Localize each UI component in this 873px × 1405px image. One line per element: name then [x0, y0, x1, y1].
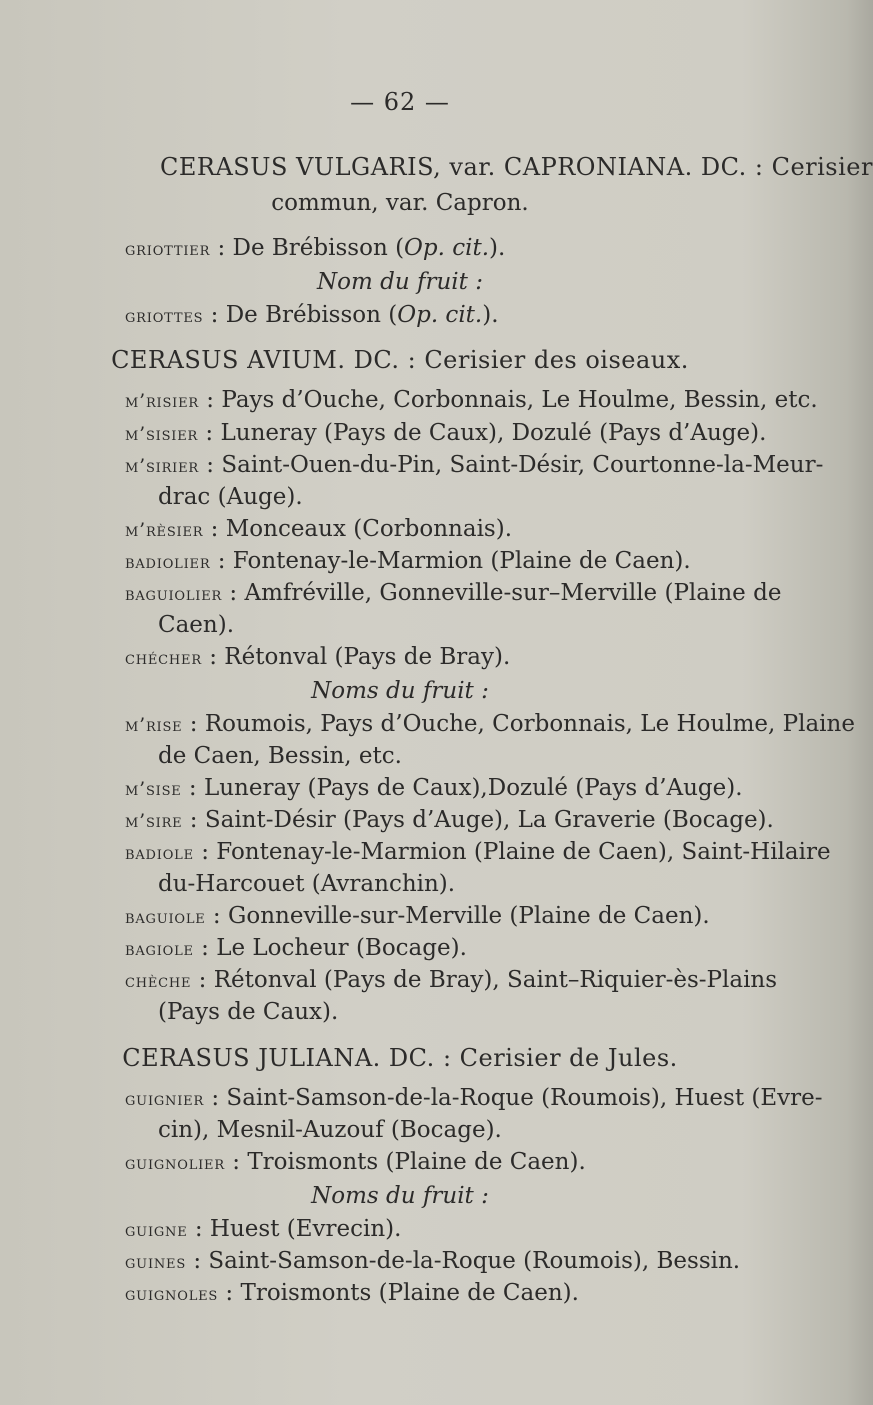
entry-text: : Fontenay-le-Marmion (Plaine de Caen), Saint-Hilaire — [193, 839, 831, 865]
entry-text: : Amfréville, Gonneville-sur–Merville (Plaine de — [222, 580, 782, 606]
entry — [125, 578, 781, 609]
entry-text: : Luneray (Pays de Caux),Dozulé (Pays d’Auge). — [181, 775, 743, 801]
entry-text: : Roumois, Pays d’Ouche, Corbonnais, Le Houlme, Plaine — [182, 711, 855, 737]
entry-continuation: drac (Auge). — [158, 484, 303, 510]
entry — [125, 418, 766, 449]
entry-term: m’rèsier — [125, 519, 204, 541]
entry-term: m’risier — [125, 390, 199, 412]
fruit-entry — [125, 300, 499, 331]
entry-term: baguiole — [125, 906, 206, 928]
entry-term: chécher — [125, 647, 202, 669]
entry-text: : Troismonts (Plaine de Caen). — [224, 1149, 586, 1175]
fruit-entry — [125, 773, 743, 804]
entry-term: guignoles — [125, 1283, 219, 1305]
entry-term: bagiole — [125, 938, 194, 960]
entry-text: : Luneray (Pays de Caux), Dozulé (Pays d’Auge). — [198, 420, 767, 446]
section-heading-continuation: commun, var. Capron. — [271, 190, 529, 216]
entry-term: griottes — [125, 305, 204, 327]
entry-text: : Gonneville-sur-Merville (Plaine de Caen). — [205, 903, 710, 929]
entry-text: : Troismonts (Plaine de Caen). — [218, 1280, 579, 1306]
entry — [125, 514, 512, 545]
fruit-entry — [125, 965, 777, 996]
entry — [125, 642, 510, 673]
section-heading: CERASUS AVIUM. DC. : Cerisier des oiseaux. — [111, 346, 689, 374]
entry-term: m’sirier — [125, 455, 199, 477]
entry-continuation: cin), Mesnil-Auzouf (Bocage). — [158, 1117, 502, 1143]
entry-term: chèche — [125, 970, 192, 992]
entry-term: m’sise — [125, 778, 182, 800]
fruit-entry — [125, 933, 467, 964]
entry-text-end: ). — [482, 302, 499, 328]
citation: Op. cit. — [397, 302, 483, 328]
entry-continuation: (Pays de Caux). — [158, 999, 339, 1025]
entry-continuation: du-Harcouet (Avranchin). — [158, 871, 456, 897]
entry-term: baguiolier — [125, 583, 223, 605]
entry — [125, 450, 823, 481]
entry-term: badiole — [125, 842, 194, 864]
fruit-entry — [125, 1246, 740, 1277]
fruit-label: Noms du fruit : — [311, 678, 489, 704]
entry-term: guignolier — [125, 1152, 225, 1174]
entry-term: guignier — [125, 1088, 205, 1110]
fruit-entry — [125, 901, 710, 932]
entry-text: : Saint-Samson-de-la-Roque (Roumois), Huest (Evre- — [204, 1085, 823, 1111]
citation: Op. cit. — [404, 235, 490, 261]
fruit-entry — [125, 805, 774, 836]
entry-text: : Le Locheur (Bocage). — [193, 935, 467, 961]
entry-text: : Saint-Samson-de-la-Roque (Roumois), Bessin. — [186, 1248, 741, 1274]
page-number: — 62 — — [350, 88, 450, 116]
entry-term: guines — [125, 1251, 187, 1273]
entry-text: : De Brébisson ( — [210, 235, 405, 261]
entry — [125, 385, 818, 416]
entry — [125, 233, 505, 264]
entry-term: m’rise — [125, 714, 183, 736]
entry-term: m’sisier — [125, 423, 199, 445]
entry-text: : Monceaux (Corbonnais). — [203, 516, 513, 542]
fruit-label: Nom du fruit : — [317, 269, 483, 295]
fruit-label: Noms du fruit : — [311, 1183, 489, 1209]
fruit-entry — [125, 1278, 579, 1309]
fruit-entry — [125, 709, 855, 740]
entry-text: : Rétonval (Pays de Bray), Saint–Riquier-ès-Plains — [191, 967, 778, 993]
entry-text: : Fontenay-le-Marmion (Plaine de Caen). — [210, 548, 691, 574]
entry-continuation: de Caen, Bessin, etc. — [158, 743, 402, 769]
entry-text: : Saint-Désir (Pays d’Auge), La Graverie (Bocage). — [182, 807, 774, 833]
entry-text: : Huest (Evrecin). — [187, 1216, 402, 1242]
entry — [125, 546, 691, 577]
section-heading: CERASUS VULGARIS, var. CAPRONIANA. DC. : Cerisier — [160, 153, 873, 181]
entry-text: : Rétonval (Pays de Bray). — [201, 644, 511, 670]
entry — [125, 1083, 823, 1114]
entry-text-end: ). — [489, 235, 506, 261]
section-heading: CERASUS JULIANA. DC. : Cerisier de Jules. — [122, 1044, 678, 1072]
entry-term: griottier — [125, 238, 211, 260]
entry-term: m’sire — [125, 810, 183, 832]
entry-term: badiolier — [125, 551, 211, 573]
entry-text: : De Brébisson ( — [203, 302, 398, 328]
fruit-entry — [125, 837, 831, 868]
entry — [125, 1147, 586, 1178]
fruit-entry — [125, 1214, 401, 1245]
entry-continuation: Caen). — [158, 612, 235, 638]
entry-term: guigne — [125, 1219, 188, 1241]
entry-text: : Pays d’Ouche, Corbonnais, Le Houlme, Bessin, etc. — [199, 387, 818, 413]
entry-text: : Saint-Ouen-du-Pin, Saint-Désir, Courtonne-la-Meur- — [199, 452, 824, 478]
